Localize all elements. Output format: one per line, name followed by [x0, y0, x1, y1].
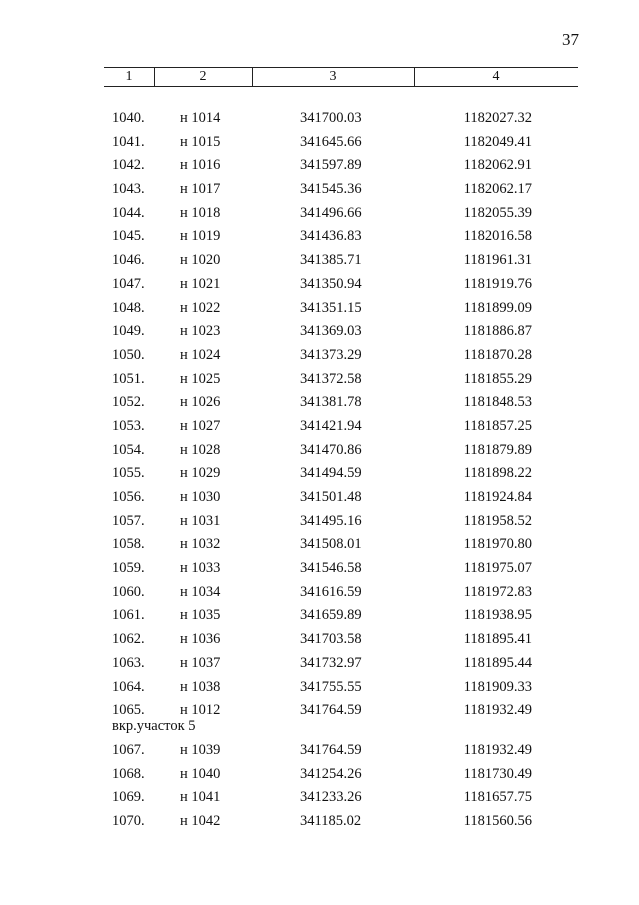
row-number: 1051. — [112, 370, 145, 387]
point-id: н 1037 — [180, 654, 221, 671]
coord-y: 1181972.83 — [463, 583, 532, 600]
coord-y: 1181560.56 — [463, 812, 532, 829]
table-row — [0, 442, 639, 466]
coord-y: 1182049.41 — [463, 133, 532, 150]
header-col-1: 1 — [125, 69, 133, 84]
point-id: н 1017 — [180, 181, 221, 198]
coord-y: 1181730.49 — [463, 765, 532, 782]
coord-x: 341501.48 — [300, 489, 362, 505]
coord-x: 341373.29 — [300, 346, 362, 363]
point-id: н 1014 — [180, 110, 221, 126]
point-id: н 1036 — [180, 631, 221, 648]
table-row — [0, 347, 639, 371]
point-id: н 1034 — [180, 583, 221, 600]
table-row — [0, 252, 639, 276]
point-id: н 1015 — [180, 133, 221, 150]
row-number: 1064. — [112, 678, 145, 695]
table-row — [0, 110, 639, 134]
coord-y: 1181657.75 — [463, 789, 532, 806]
coord-y: 1181961.31 — [463, 252, 532, 269]
coord-x: 341545.36 — [300, 181, 362, 198]
coord-x: 341381.78 — [300, 394, 362, 411]
table-row — [0, 205, 639, 229]
table-row — [0, 157, 639, 181]
point-id: н 1016 — [180, 157, 221, 174]
row-number: 1046. — [112, 252, 145, 269]
page-number: 37 — [562, 30, 579, 49]
point-id: н 1029 — [180, 465, 221, 482]
section-label: вкр.участок 5 — [112, 717, 196, 734]
table-row — [0, 631, 639, 655]
coord-y: 1182062.17 — [463, 181, 532, 198]
point-id: н 1030 — [180, 489, 221, 505]
row-number: 1062. — [112, 631, 145, 648]
row-number: 1043. — [112, 181, 145, 198]
row-number: 1063. — [112, 654, 145, 671]
coord-y: 1182062.91 — [463, 157, 532, 174]
coord-y: 1181932.49 — [463, 741, 532, 758]
point-id: н 1019 — [180, 228, 221, 245]
coord-y: 1181919.76 — [463, 275, 532, 292]
row-number: 1050. — [112, 346, 145, 363]
table-row — [0, 134, 639, 158]
row-number: 1047. — [112, 275, 145, 292]
coord-x: 341350.94 — [300, 275, 362, 292]
point-id: н 1026 — [180, 394, 221, 411]
row-number: 1053. — [112, 417, 145, 434]
point-id: н 1031 — [180, 512, 221, 529]
table-row — [0, 536, 639, 560]
point-id: н 1028 — [180, 441, 221, 458]
coord-y: 1181848.53 — [463, 394, 532, 411]
coord-y: 1181958.52 — [463, 512, 532, 529]
row-number: 1058. — [112, 536, 145, 553]
coord-x: 341755.55 — [300, 678, 362, 695]
coord-y: 1181879.89 — [463, 441, 532, 458]
coord-x: 341764.59 — [300, 702, 362, 719]
coord-x: 341372.58 — [300, 370, 362, 387]
coord-x: 341254.26 — [300, 765, 362, 782]
coord-x: 341495.16 — [300, 512, 362, 529]
point-id: н 1012 — [180, 702, 221, 719]
coord-y: 1181886.87 — [463, 323, 532, 340]
coord-y: 1181932.49 — [463, 702, 532, 719]
coord-y: 1181870.28 — [463, 346, 532, 363]
row-number: 1065. — [112, 702, 145, 719]
row-number: 1042. — [112, 157, 145, 174]
point-id: н 1018 — [180, 204, 221, 221]
header-col-4: 4 — [492, 69, 500, 84]
table-row — [0, 300, 639, 324]
coord-x: 341597.89 — [300, 157, 362, 174]
coord-y: 1181975.07 — [463, 560, 532, 577]
coord-x: 341494.59 — [300, 465, 362, 482]
row-number: 1069. — [112, 789, 145, 806]
coord-y: 1182055.39 — [463, 204, 532, 221]
coord-x: 341616.59 — [300, 583, 362, 600]
table-row — [0, 323, 639, 347]
coord-y: 1181899.09 — [463, 299, 532, 316]
coord-x: 341185.02 — [300, 812, 362, 829]
table-row — [0, 465, 639, 489]
coord-y: 1181898.22 — [463, 465, 532, 482]
row-number: 1048. — [112, 299, 145, 316]
row-number: 1054. — [112, 441, 145, 458]
point-id: н 1040 — [180, 765, 221, 782]
coord-y: 1181857.25 — [463, 417, 532, 434]
table-row — [0, 813, 639, 837]
table-row — [0, 418, 639, 442]
coord-y: 1182027.32 — [463, 110, 532, 126]
coord-y: 1182016.58 — [463, 228, 532, 245]
coord-y: 1181970.80 — [463, 536, 532, 553]
coord-x: 341700.03 — [300, 110, 362, 126]
coord-x: 341703.58 — [300, 631, 362, 648]
coord-x: 341732.97 — [300, 654, 362, 671]
row-number: 1055. — [112, 465, 145, 482]
row-number: 1068. — [112, 765, 145, 782]
table-row — [0, 513, 639, 537]
coord-y: 1181909.33 — [463, 678, 532, 695]
point-id: н 1022 — [180, 299, 221, 316]
coord-x: 341436.83 — [300, 228, 362, 245]
coord-x: 341546.58 — [300, 560, 362, 577]
coord-x: 341233.26 — [300, 789, 362, 806]
coord-y: 1181938.95 — [463, 607, 532, 624]
table-row — [0, 394, 639, 418]
point-id: н 1041 — [180, 789, 221, 806]
coord-y: 1181895.41 — [463, 631, 532, 648]
coord-y: 1181924.84 — [463, 489, 532, 505]
table-row — [0, 766, 639, 790]
table-row — [0, 276, 639, 300]
row-number: 1070. — [112, 812, 145, 829]
table-row — [0, 181, 639, 205]
header-col-3: 3 — [329, 69, 337, 84]
coord-x: 341659.89 — [300, 607, 362, 624]
point-id: н 1020 — [180, 252, 221, 269]
row-number: 1061. — [112, 607, 145, 624]
table-row — [0, 655, 639, 679]
coord-x: 341385.71 — [300, 252, 362, 269]
row-number: 1059. — [112, 560, 145, 577]
table-row — [0, 560, 639, 584]
coord-x: 341496.66 — [300, 204, 362, 221]
point-id: н 1025 — [180, 370, 221, 387]
row-number: 1052. — [112, 394, 145, 411]
point-id: н 1023 — [180, 323, 221, 340]
coord-x: 341369.03 — [300, 323, 362, 340]
coord-x: 341421.94 — [300, 417, 362, 434]
coord-x: 341351.15 — [300, 299, 362, 316]
table-row — [0, 607, 639, 631]
coord-x: 341645.66 — [300, 133, 362, 150]
table-row — [0, 371, 639, 395]
row-number: 1067. — [112, 741, 145, 758]
row-number: 1056. — [112, 489, 145, 505]
point-id: н 1035 — [180, 607, 221, 624]
point-id: н 1032 — [180, 536, 221, 553]
section-label-row — [0, 718, 639, 736]
row-number: 1040. — [112, 110, 145, 126]
table-row — [0, 679, 639, 703]
table-row — [0, 584, 639, 608]
row-number: 1041. — [112, 133, 145, 150]
table-row — [0, 789, 639, 813]
point-id: н 1039 — [180, 741, 221, 758]
table-row — [0, 489, 639, 513]
point-id: н 1024 — [180, 346, 221, 363]
header-col-2: 2 — [199, 69, 207, 84]
row-number: 1044. — [112, 204, 145, 221]
row-number: 1057. — [112, 512, 145, 529]
point-id: н 1027 — [180, 417, 221, 434]
row-number: 1060. — [112, 583, 145, 600]
coord-y: 1181855.29 — [463, 370, 532, 387]
table-row — [0, 228, 639, 252]
row-number: 1045. — [112, 228, 145, 245]
table-body — [0, 110, 639, 837]
point-id: н 1021 — [180, 275, 221, 292]
table-row — [0, 742, 639, 766]
point-id: н 1042 — [180, 812, 221, 829]
point-id: н 1033 — [180, 560, 221, 577]
coord-x: 341508.01 — [300, 536, 362, 553]
table-header — [104, 67, 578, 87]
coord-y: 1181895.44 — [463, 654, 532, 671]
point-id: н 1038 — [180, 678, 221, 695]
coord-x: 341764.59 — [300, 741, 362, 758]
row-number: 1049. — [112, 323, 145, 340]
coord-x: 341470.86 — [300, 441, 362, 458]
